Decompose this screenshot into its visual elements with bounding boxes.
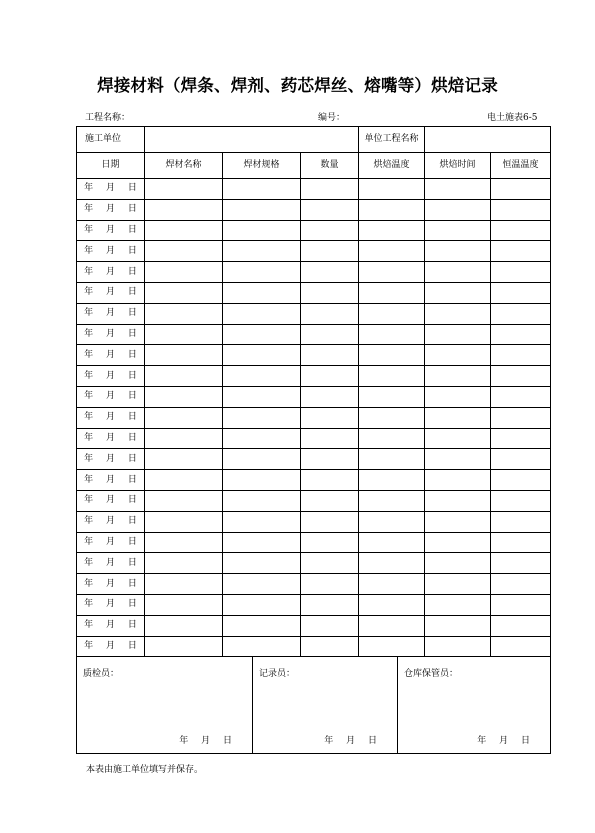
material-spec-cell[interactable] xyxy=(223,303,301,324)
project-name-label: 工程名称： xyxy=(85,113,131,123)
date-cell[interactable]: 年 月 日 xyxy=(77,511,145,532)
material-name-cell[interactable] xyxy=(145,282,223,303)
table-row xyxy=(77,636,551,657)
baking-time-cell[interactable] xyxy=(425,262,491,283)
material-name-cell[interactable] xyxy=(145,199,223,220)
material-name-cell[interactable] xyxy=(145,407,223,428)
table-row xyxy=(77,407,551,428)
quantity-cell[interactable] xyxy=(301,428,359,449)
baking-temp-cell[interactable] xyxy=(359,199,425,220)
table-row xyxy=(77,428,551,449)
inspector-date: 年 月 日 xyxy=(179,736,232,746)
date-cell[interactable]: 年 月 日 xyxy=(77,282,145,303)
quantity-cell[interactable] xyxy=(301,511,359,532)
baking-time-cell[interactable] xyxy=(425,594,491,615)
unit-row xyxy=(77,127,551,153)
holding-temp-cell[interactable] xyxy=(491,345,551,366)
date-cell[interactable]: 年 月 日 xyxy=(77,324,145,345)
holding-temp-cell[interactable] xyxy=(491,386,551,407)
holding-temp-cell[interactable] xyxy=(491,262,551,283)
baking-temp-cell[interactable] xyxy=(359,636,425,657)
material-name-cell[interactable] xyxy=(145,428,223,449)
material-spec-cell[interactable] xyxy=(223,428,301,449)
table-row xyxy=(77,470,551,491)
quantity-cell[interactable] xyxy=(301,470,359,491)
material-name-cell[interactable] xyxy=(145,220,223,241)
material-spec-cell[interactable] xyxy=(223,615,301,636)
holding-temp-cell[interactable] xyxy=(491,220,551,241)
baking-temp-cell[interactable] xyxy=(359,345,425,366)
table-row xyxy=(77,262,551,283)
date-cell[interactable]: 年 月 日 xyxy=(77,345,145,366)
baking-time-cell[interactable] xyxy=(425,199,491,220)
header-quantity: 数量 xyxy=(301,153,359,179)
quantity-cell[interactable] xyxy=(301,553,359,574)
material-spec-cell[interactable] xyxy=(223,241,301,262)
quantity-cell[interactable] xyxy=(301,407,359,428)
form-code: 电土施表6-5 xyxy=(487,113,538,123)
holding-temp-cell[interactable] xyxy=(491,303,551,324)
holding-temp-cell[interactable] xyxy=(491,199,551,220)
baking-temp-cell[interactable] xyxy=(359,490,425,511)
date-cell[interactable]: 年 月 日 xyxy=(77,553,145,574)
material-spec-cell[interactable] xyxy=(223,366,301,387)
material-name-cell[interactable] xyxy=(145,636,223,657)
baking-temp-cell[interactable] xyxy=(359,553,425,574)
baking-temp-cell[interactable] xyxy=(359,303,425,324)
baking-temp-cell[interactable] xyxy=(359,324,425,345)
baking-temp-cell[interactable] xyxy=(359,407,425,428)
material-name-cell[interactable] xyxy=(145,490,223,511)
baking-time-cell[interactable] xyxy=(425,574,491,595)
inspector-signature-cell[interactable] xyxy=(77,656,253,754)
sub-project-label: 单位工程名称 xyxy=(359,127,425,153)
material-name-cell[interactable] xyxy=(145,574,223,595)
number-label: 编号： xyxy=(318,113,346,123)
material-name-cell[interactable] xyxy=(145,386,223,407)
material-spec-cell[interactable] xyxy=(223,179,301,200)
baking-time-cell[interactable] xyxy=(425,366,491,387)
material-spec-cell[interactable] xyxy=(223,470,301,491)
table-row xyxy=(77,324,551,345)
holding-temp-cell[interactable] xyxy=(491,407,551,428)
table-row xyxy=(77,199,551,220)
quantity-cell[interactable] xyxy=(301,615,359,636)
holding-temp-cell[interactable] xyxy=(491,553,551,574)
baking-time-cell[interactable] xyxy=(425,470,491,491)
material-spec-cell[interactable] xyxy=(223,574,301,595)
inspector-label: 质检员： xyxy=(83,669,120,679)
material-name-cell[interactable] xyxy=(145,262,223,283)
date-cell[interactable]: 年 月 日 xyxy=(77,615,145,636)
sub-project-field[interactable] xyxy=(425,127,551,153)
material-name-cell[interactable] xyxy=(145,553,223,574)
baking-time-cell[interactable] xyxy=(425,220,491,241)
holding-temp-cell[interactable] xyxy=(491,615,551,636)
table-row xyxy=(77,532,551,553)
material-spec-cell[interactable] xyxy=(223,532,301,553)
date-cell[interactable]: 年 月 日 xyxy=(77,199,145,220)
baking-temp-cell[interactable] xyxy=(359,179,425,200)
holding-temp-cell[interactable] xyxy=(491,324,551,345)
baking-time-cell[interactable] xyxy=(425,407,491,428)
quantity-cell[interactable] xyxy=(301,366,359,387)
table-row xyxy=(77,574,551,595)
baking-time-cell[interactable] xyxy=(425,615,491,636)
baking-time-cell[interactable] xyxy=(425,449,491,470)
baking-time-cell[interactable] xyxy=(425,532,491,553)
baking-time-cell[interactable] xyxy=(425,282,491,303)
baking-temp-cell[interactable] xyxy=(359,262,425,283)
material-spec-cell[interactable] xyxy=(223,553,301,574)
holding-temp-cell[interactable] xyxy=(491,449,551,470)
material-name-cell[interactable] xyxy=(145,615,223,636)
baking-time-cell[interactable] xyxy=(425,553,491,574)
holding-temp-cell[interactable] xyxy=(491,366,551,387)
date-cell[interactable]: 年 月 日 xyxy=(77,303,145,324)
baking-time-cell[interactable] xyxy=(425,345,491,366)
material-name-cell[interactable] xyxy=(145,345,223,366)
material-spec-cell[interactable] xyxy=(223,636,301,657)
date-cell[interactable]: 年 月 日 xyxy=(77,428,145,449)
date-cell[interactable]: 年 月 日 xyxy=(77,366,145,387)
date-cell[interactable]: 年 月 日 xyxy=(77,636,145,657)
warehouse-keeper-signature-cell[interactable] xyxy=(398,656,551,754)
baking-time-cell[interactable] xyxy=(425,241,491,262)
material-name-cell[interactable] xyxy=(145,532,223,553)
material-spec-cell[interactable] xyxy=(223,594,301,615)
holding-temp-cell[interactable] xyxy=(491,511,551,532)
holding-temp-cell[interactable] xyxy=(491,428,551,449)
quantity-cell[interactable] xyxy=(301,490,359,511)
baking-temp-cell[interactable] xyxy=(359,574,425,595)
quantity-cell[interactable] xyxy=(301,532,359,553)
material-name-cell[interactable] xyxy=(145,594,223,615)
quantity-cell[interactable] xyxy=(301,179,359,200)
table-row xyxy=(77,179,551,200)
quantity-cell[interactable] xyxy=(301,449,359,470)
holding-temp-cell[interactable] xyxy=(491,636,551,657)
baking-temp-cell[interactable] xyxy=(359,220,425,241)
baking-time-cell[interactable] xyxy=(425,636,491,657)
baking-temp-cell[interactable] xyxy=(359,241,425,262)
date-cell[interactable]: 年 月 日 xyxy=(77,262,145,283)
date-cell[interactable]: 年 月 日 xyxy=(77,449,145,470)
material-name-cell[interactable] xyxy=(145,324,223,345)
warehouse-keeper-date: 年 月 日 xyxy=(477,736,530,746)
material-spec-cell[interactable] xyxy=(223,282,301,303)
quantity-cell[interactable] xyxy=(301,199,359,220)
baking-temp-cell[interactable] xyxy=(359,511,425,532)
date-cell[interactable]: 年 月 日 xyxy=(77,574,145,595)
material-spec-cell[interactable] xyxy=(223,407,301,428)
baking-temp-cell[interactable] xyxy=(359,428,425,449)
header-material-spec: 焊材规格 xyxy=(223,153,301,179)
material-name-cell[interactable] xyxy=(145,366,223,387)
baking-temp-cell[interactable] xyxy=(359,449,425,470)
material-spec-cell[interactable] xyxy=(223,386,301,407)
baking-temp-cell[interactable] xyxy=(359,282,425,303)
baking-time-cell[interactable] xyxy=(425,511,491,532)
material-name-cell[interactable] xyxy=(145,470,223,491)
table-row xyxy=(77,594,551,615)
construction-unit-field[interactable] xyxy=(145,127,359,153)
holding-temp-cell[interactable] xyxy=(491,179,551,200)
material-name-cell[interactable] xyxy=(145,303,223,324)
material-spec-cell[interactable] xyxy=(223,262,301,283)
quantity-cell[interactable] xyxy=(301,282,359,303)
baking-time-cell[interactable] xyxy=(425,324,491,345)
quantity-cell[interactable] xyxy=(301,345,359,366)
holding-temp-cell[interactable] xyxy=(491,574,551,595)
table-row xyxy=(77,220,551,241)
baking-temp-cell[interactable] xyxy=(359,594,425,615)
table-row xyxy=(77,386,551,407)
header-date: 日期 xyxy=(77,153,145,179)
recorder-date: 年 月 日 xyxy=(324,736,377,746)
holding-temp-cell[interactable] xyxy=(491,594,551,615)
date-cell[interactable]: 年 月 日 xyxy=(77,386,145,407)
date-cell[interactable]: 年 月 日 xyxy=(77,594,145,615)
table-row xyxy=(77,615,551,636)
date-cell[interactable]: 年 月 日 xyxy=(77,470,145,491)
material-spec-cell[interactable] xyxy=(223,220,301,241)
holding-temp-cell[interactable] xyxy=(491,470,551,491)
table-row xyxy=(77,511,551,532)
table-row xyxy=(77,449,551,470)
baking-time-cell[interactable] xyxy=(425,386,491,407)
header-material-name: 焊材名称 xyxy=(145,153,223,179)
date-cell[interactable]: 年 月 日 xyxy=(77,532,145,553)
header-baking-temp: 烘焙温度 xyxy=(359,153,425,179)
table-row xyxy=(77,490,551,511)
quantity-cell[interactable] xyxy=(301,262,359,283)
holding-temp-cell[interactable] xyxy=(491,532,551,553)
table-row xyxy=(77,345,551,366)
material-spec-cell[interactable] xyxy=(223,490,301,511)
signature-table xyxy=(76,656,551,754)
baking-temp-cell[interactable] xyxy=(359,366,425,387)
material-name-cell[interactable] xyxy=(145,449,223,470)
baking-time-cell[interactable] xyxy=(425,303,491,324)
table-row xyxy=(77,366,551,387)
quantity-cell[interactable] xyxy=(301,220,359,241)
baking-temp-cell[interactable] xyxy=(359,386,425,407)
date-cell[interactable]: 年 月 日 xyxy=(77,241,145,262)
table-row xyxy=(77,241,551,262)
quantity-cell[interactable] xyxy=(301,594,359,615)
quantity-cell[interactable] xyxy=(301,386,359,407)
baking-temp-cell[interactable] xyxy=(359,532,425,553)
material-spec-cell[interactable] xyxy=(223,345,301,366)
quantity-cell[interactable] xyxy=(301,324,359,345)
table-row xyxy=(77,553,551,574)
holding-temp-cell[interactable] xyxy=(491,241,551,262)
material-name-cell[interactable] xyxy=(145,511,223,532)
header-baking-time: 烘焙时间 xyxy=(425,153,491,179)
footnote: 本表由施工单位填写并保存。 xyxy=(86,765,204,775)
warehouse-keeper-label: 仓库保管员： xyxy=(404,669,459,679)
date-cell[interactable]: 年 月 日 xyxy=(77,407,145,428)
quantity-cell[interactable] xyxy=(301,636,359,657)
quantity-cell[interactable] xyxy=(301,303,359,324)
material-name-cell[interactable] xyxy=(145,241,223,262)
header-row xyxy=(77,153,551,179)
date-cell[interactable]: 年 月 日 xyxy=(77,179,145,200)
material-spec-cell[interactable] xyxy=(223,324,301,345)
quantity-cell[interactable] xyxy=(301,574,359,595)
material-name-cell[interactable] xyxy=(145,179,223,200)
baking-time-cell[interactable] xyxy=(425,490,491,511)
table-row xyxy=(77,303,551,324)
material-spec-cell[interactable] xyxy=(223,199,301,220)
page-title: 焊接材料（焊条、焊剂、药芯焊丝、熔嘴等）烘焙记录 xyxy=(97,76,498,95)
baking-record-table xyxy=(76,126,551,657)
recorder-signature-cell[interactable] xyxy=(253,656,398,754)
recorder-label: 记录员： xyxy=(259,669,296,679)
baking-temp-cell[interactable] xyxy=(359,615,425,636)
construction-unit-label: 施工单位 xyxy=(77,127,145,153)
table-row xyxy=(77,282,551,303)
material-spec-cell[interactable] xyxy=(223,449,301,470)
quantity-cell[interactable] xyxy=(301,241,359,262)
date-cell[interactable]: 年 月 日 xyxy=(77,490,145,511)
material-spec-cell[interactable] xyxy=(223,511,301,532)
holding-temp-cell[interactable] xyxy=(491,282,551,303)
holding-temp-cell[interactable] xyxy=(491,490,551,511)
date-cell[interactable]: 年 月 日 xyxy=(77,220,145,241)
baking-time-cell[interactable] xyxy=(425,179,491,200)
baking-temp-cell[interactable] xyxy=(359,470,425,491)
header-holding-temp: 恒温温度 xyxy=(491,153,551,179)
baking-time-cell[interactable] xyxy=(425,428,491,449)
